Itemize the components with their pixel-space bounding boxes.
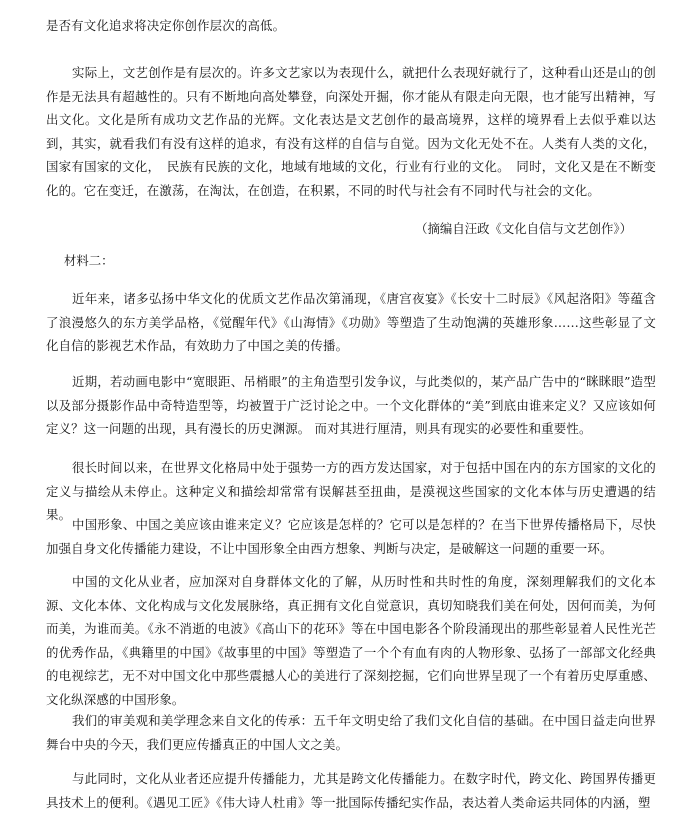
paragraph-definition-controversy: 近期，若动画电影中“宽眼距、吊梢眼”的主角造型引发争议，与此类似的，某产品广告中的“眯眯眼”造型以及部分摄影作品中奇特造型等，均被置于广泛讨论之中。一个文化群体的“美”到底由谁来定义？又应该如何定义？这一问题的出现，具有漫长的历史渊源。 而对其进行厘清，则具有现实的必要性和重要性。 bbox=[46, 374, 656, 436]
paragraph-quality-works: 近年来，诸多弘扬中华文化的优质文艺作品次第涌现，《唐宫夜宴》《长安十二时辰》《风起洛阳》等蕴含了浪漫悠久的东方美学品格，《觉醒年代》《山海情》《功勋》等塑造了生动饱满的英雄形象……这些彰显了文化自信的影视艺术作品，有效助力了中国之美的传播。 bbox=[46, 291, 656, 353]
paragraph-western-definition: 很长时间以来，在世界文化格局中处于强势一方的西方发达国家，对于包括中国在内的东方国家的文化的定义与描绘从未停止。这种定义和描绘却常常有误解甚至扭曲，是漠视这些国家的文化本体与历史遭遇的结果。 bbox=[46, 460, 656, 522]
continued-line: 是否有文化追求将决定你创作层次的高低。 bbox=[46, 18, 286, 33]
paragraph-cultural-creation: 实际上，文艺创作是有层次的。许多文艺家以为表现什么，就把什么表现好就行了，这种看山还是山的创作是无法具有超越性的。只有不断地向高处攀登，向深处开掘，你才能从有限走向无限，也才能写出精神，写出文化。文化是所有成功文艺作品的光辉。文化表达是文艺创作的最高境界，这样的境界看上去似乎难以达到，其实，就看我们有没有这样的追求，有没有这样的自信与自觉。因为文化无处不在。人类有人类的文化，国家有国家的文化， 民族有民族的文化，地域有地域的文化，行业有行业的文化。 同时，文化又是在不断变化的。它在变迁，在激荡，在淘汰，在创造，在积累，不同的时代与社会有不同时代与社会的文化。 bbox=[46, 65, 656, 198]
paragraph-communication-ability: 与此同时，文化从业者还应提升传播能力，尤其是跨文化传播能力。在数字时代，跨文化、跨国界传播更具技术上的便利。《遇见工匠》《伟大诗人杜甫》等一批国际传播纪实作品，表达着人类命运共同体的内涵，塑 bbox=[46, 771, 656, 810]
paragraph-who-defines: 中国形象、中国之美应该由谁来定义？它应该是怎样的？它可以是怎样的？在当下世界传播格局下，尽快加强自身文化传播能力建设，不让中国形象全由西方想象、判断与决定，是破解这一问题的重要一环。 bbox=[46, 517, 656, 556]
source-citation: （摘编自汪政《文化自信与文艺创作》） bbox=[415, 221, 632, 236]
paragraph-aesthetic-heritage: 我们的审美观和美学理念来自文化的传承：五千年文明史给了我们文化自信的基础。在中国日益走向世界舞台中央的今天，我们更应传播真正的中国人文之美。 bbox=[46, 713, 656, 752]
material-two-heading: 材料二： bbox=[64, 253, 114, 268]
paragraph-culture-practitioners: 中国的文化从业者，应加深对自身群体文化的了解，从历时性和共时性的角度，深刻理解我们的文化本源、文化本体、文化构成与文化发展脉络，真正拥有文化自觉意识，真切知晓我们美在何处，因何而美，为何而美，为谁而美。《永不消逝的电波》《高山下的花环》等在中国电影各个阶段涌现出的那些彰显着人民性光芒的优秀作品，《典籍里的中国》《故事里的中国》等塑造了一个个有血有肉的人物形象、弘扬了一部部文化经典的电视综艺，无不对中国文化中那些震撼人心的美进行了深刻挖掘，它们向世界呈现了一个有着历史厚重感、文化纵深感的中国形象。 bbox=[46, 574, 656, 707]
